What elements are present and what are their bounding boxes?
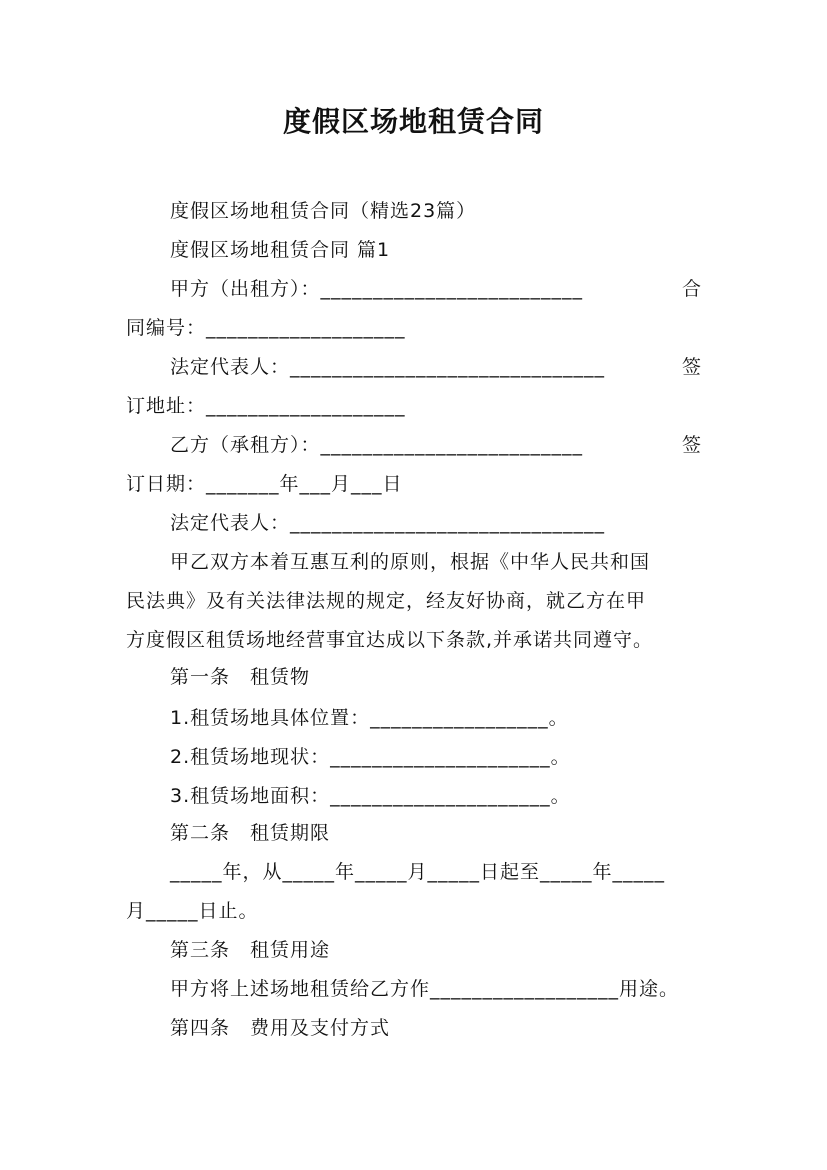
party-b-field: 乙方（承租方）：_________________________ (170, 434, 584, 456)
list-item: 1.租赁场地具体位置：_________________。 (170, 707, 569, 729)
signing-place-field: 订地址：___________________ (126, 395, 406, 417)
contract-number-field: 同编号：___________________ (126, 317, 406, 339)
list-item: 3.租赁场地面积：_____________________。 (170, 785, 571, 807)
paragraph-line: 民法典》及有关法律法规的规定，经友好协商，就乙方在甲 (126, 590, 647, 612)
paragraph-line: _____年，从_____年_____月_____日起至_____年_____ (170, 861, 666, 883)
signing-date-field: 订日期：_______年___月___日 (126, 473, 403, 495)
legal-rep-b-field: 法定代表人：______________________________ (170, 512, 606, 534)
subtitle-line: 度假区场地租赁合同（精选23篇） (170, 200, 477, 222)
document-title: 度假区场地租赁合同 (282, 105, 544, 138)
section-heading: 度假区场地租赁合同 篇1 (170, 239, 391, 261)
article-heading: 第三条 租赁用途 (170, 939, 331, 961)
list-item: 2.租赁场地现状：_____________________。 (170, 746, 571, 768)
wrap-char: 签 (681, 356, 701, 378)
wrap-char: 签 (681, 434, 701, 456)
article-heading: 第一条 租赁物 (170, 666, 311, 688)
article-heading: 第四条 费用及支付方式 (170, 1017, 391, 1039)
wrap-char: 合 (681, 278, 701, 300)
paragraph-line: 甲乙双方本着互惠互利的原则，根据《中华人民共和国 (170, 551, 651, 573)
party-a-field: 甲方（出租方）：_________________________ (170, 278, 584, 300)
paragraph-line: 月_____日止。 (126, 900, 259, 922)
article-heading: 第二条 租赁期限 (170, 822, 331, 844)
legal-rep-a-field: 法定代表人：______________________________ (170, 356, 606, 378)
paragraph-line: 方度假区租赁场地经营事宜达成以下条款,并承诺共同遵守。 (126, 629, 654, 651)
paragraph-line: 甲方将上述场地租赁给乙方作__________________用途。 (170, 978, 680, 1000)
